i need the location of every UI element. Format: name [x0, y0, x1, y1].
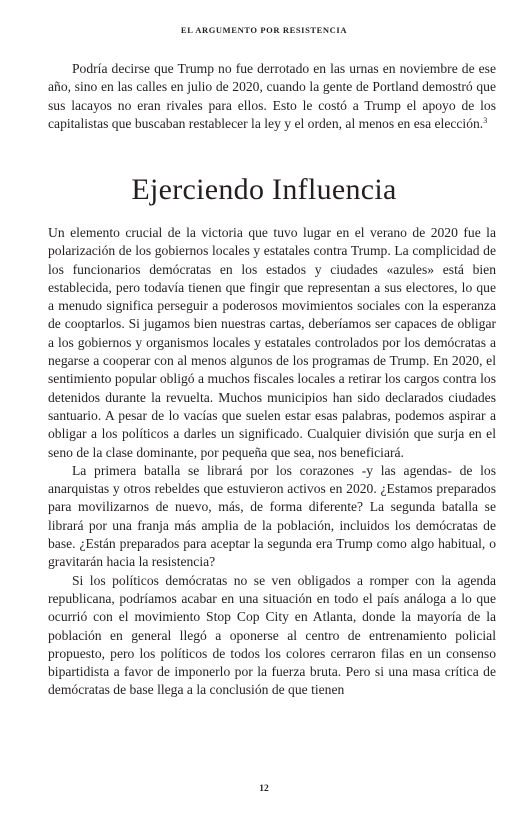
- section-body: [48, 224, 496, 700]
- body-paragraph-2: La primera batalla se librará por los corazones -y las agendas- de los anarquistas y otros rebeldes que estuvieron activos en 2020. ¿Estamos preparados para movilizarnos de nuevo, más, de forma diferente? La segunda batalla se librará por una franja más amplia de la población, incluidos los demócratas de base. ¿Están preparados para aceptar la segunda era Trump como algo habitual, o gravitarán hacia la resistencia?: [48, 462, 496, 570]
- footnote-reference: 3: [483, 115, 488, 125]
- section-heading: Ejerciendo Influencia: [131, 173, 397, 206]
- body-paragraph-3: Si los políticos demócratas no se ven obligados a romper con la agenda republicana, podríamos acabar en una situación en todo el país análoga a lo que ocurrió con el movimiento Stop Cop City en Atlanta, donde la mayoría de la población en general llegó a oponerse al centro de entrenamiento policial propuesto, pero los políticos de todos los colores cerraron filas en un consenso bipartidista a favor de imponerlo por la fuerza bruta. Pero si una masa crítica de demócratas de base llega a la conclusión de que tienen: [48, 572, 496, 698]
- opening-paragraph: [48, 60, 496, 133]
- opening-text: [48, 60, 496, 133]
- body-paragraph-1: Un elemento crucial de la victoria que tuvo lugar en el verano de 2020 fue la polarización de los gobiernos locales y estatales contra Trump. La complicidad de los funcionarios demócratas en los estados y ciudades «azules» está bien establecida, pero todavía tienen que fingir que representan a sus electores, lo que a menudo significa perseguir a poderosos movimientos sociales con la esperanza de cooptarlos. Si jugamos bien nuestras cartas, deberíamos ser capaces de obligar a los gobiernos y organismos locales y estatales controlados por los demócratas a negarse a cooperar con al menos algunos de los programas de Trump. En 2020, el sentimiento popular obligó a muchos fiscales locales a retirar los cargos contra los detenidos durante la revuelta. Muchos municipios han sido declarados ciudades santuario. A pesar de lo vacías que suelen estar esas palabras, podemos aspirar a obligar a los políticos a darles un significado. Cualquier división que surja en el seno de la clase dominante, por pequeña que sea, nos beneficiará.: [48, 225, 496, 460]
- page-number: 12: [259, 784, 269, 794]
- opening-paragraph-text: Podría decirse que Trump no fue derrotado en las urnas en noviembre de ese año, sino en las calles en julio de 2020, cuando la gente de Portland demostró que sus lacayos no eran rivales para ellos. Esto le costó a Trump el apoyo de los capitalistas que buscaban restablecer la ley y el orden, al menos en esa elección.: [48, 61, 496, 131]
- running-header: EL ARGUMENTO POR RESISTENCIA: [180, 25, 348, 35]
